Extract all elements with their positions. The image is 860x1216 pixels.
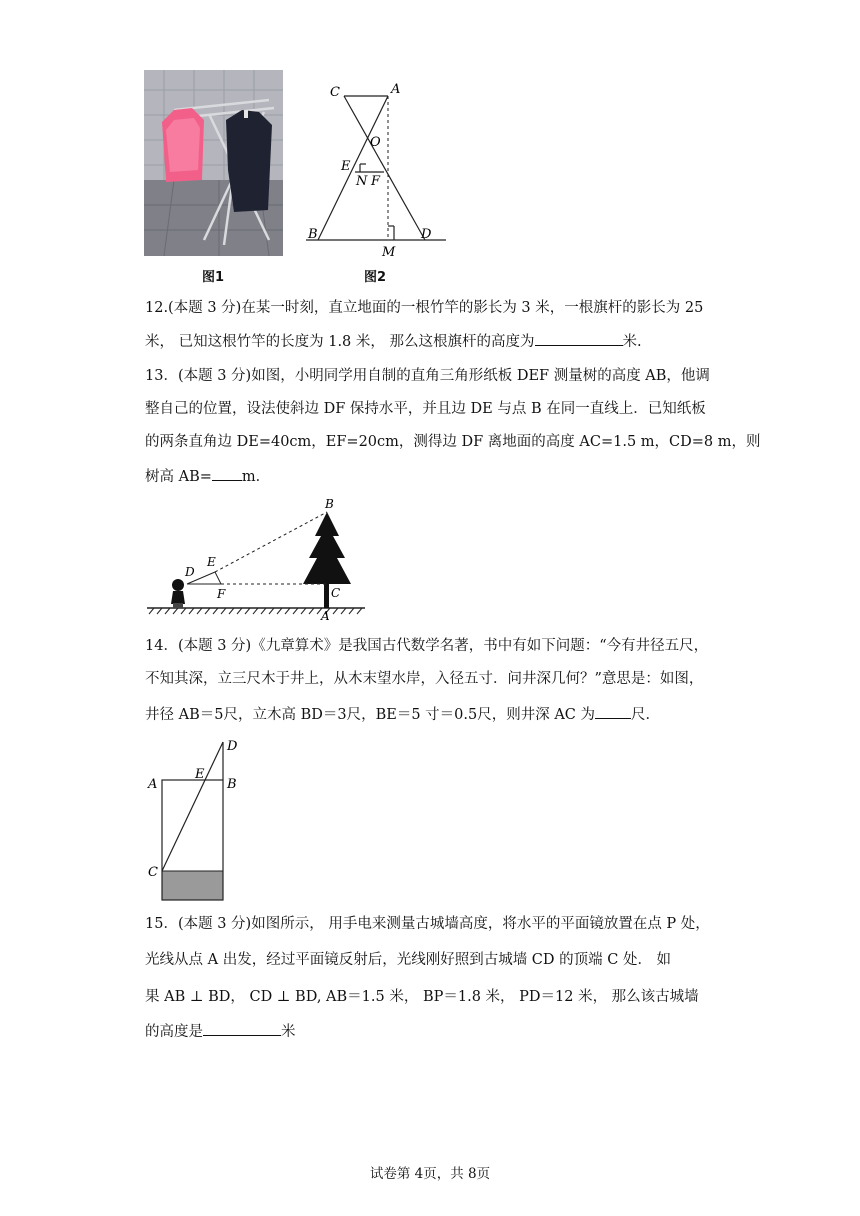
q13-line-2: 整自己的位置，设法使斜边 DF 保持水平，并且边 DE 与点 B 在同一直线上．已知纸板 bbox=[145, 401, 706, 417]
q13-label-B: B bbox=[325, 497, 334, 511]
q14-label-D: D bbox=[227, 739, 238, 754]
q13-label-D: D bbox=[185, 565, 195, 579]
q14-line-3 bbox=[145, 704, 720, 725]
q15-line-3: 果 AB ⊥ BD， CD ⊥ BD, AB＝1.5 米， BP＝1.8 米， PD＝12 米， 那么该古城墙 bbox=[145, 989, 699, 1005]
q13-line-4 bbox=[145, 466, 720, 487]
q14-label-B: B bbox=[227, 777, 237, 792]
q13-line-1: 13．(本题 3 分)如图，小明同学用自制的直角三角形纸板 DEF 测量树的高度 AB，他调 bbox=[145, 368, 710, 384]
q14-line-2: 不知其深，立三尺木于井上，从木末望水岸，入径五寸．问井深几何？”意思是：如图， bbox=[145, 671, 704, 687]
q12-line-2 bbox=[145, 331, 720, 352]
label-C: C bbox=[330, 85, 340, 100]
q14-well-diagram bbox=[145, 734, 255, 904]
q14-line-1: 14．(本题 3 分)《九章算术》是我国古代数学名著，书中有如下问题：“今有井径五尺， bbox=[145, 638, 709, 654]
q13-label-E: E bbox=[207, 555, 216, 569]
q15-line-1: 15．(本题 3 分)如图所示， 用手电来测量古城墙高度，将水平的平面镜放置在点 P 处， bbox=[145, 916, 710, 932]
q13-label-C: C bbox=[331, 586, 341, 600]
q13-unit: m． bbox=[241, 469, 271, 485]
label-B: B bbox=[308, 227, 318, 242]
label-M: M bbox=[382, 245, 396, 260]
q15-line-2: 光线从点 A 出发，经过平面镜反射后，光线刚好照到古城墙 CD 的顶端 C 处． 如 bbox=[145, 952, 672, 968]
q14-line-3-text: 井径 AB＝5尺，立木高 BD＝3尺，BE＝5 寸＝0.5尺，则井深 AC 为 bbox=[145, 707, 595, 723]
q13-label-F: F bbox=[217, 587, 226, 601]
q13-line-4-text: 树高 AB= bbox=[145, 469, 212, 485]
figure-1-caption: 图1 bbox=[202, 270, 225, 285]
page-footer: 试卷第 4页，共 8页 bbox=[369, 1166, 491, 1182]
q12-unit: 米. bbox=[622, 334, 642, 350]
q14-unit: 尺． bbox=[631, 707, 660, 723]
label-O: O bbox=[370, 135, 381, 150]
q15-line-4-text: 的高度是 bbox=[145, 1024, 203, 1040]
q14-label-C: C bbox=[148, 865, 158, 880]
q15-unit: 米 bbox=[281, 1024, 296, 1040]
label-E: E bbox=[341, 159, 351, 174]
label-N: N bbox=[356, 174, 368, 189]
q15-answer-blank[interactable] bbox=[203, 1021, 281, 1036]
q12-answer-blank[interactable] bbox=[535, 331, 623, 346]
label-F: F bbox=[371, 174, 381, 189]
label-D: D bbox=[421, 227, 432, 242]
figure-2-diagram bbox=[300, 76, 450, 262]
q13-label-A: A bbox=[321, 609, 330, 620]
q12-line-2-text: 米， 已知这根竹竿的长度为 1.8 米， 那么这根旗杆的高度为 bbox=[145, 334, 535, 350]
figure-1-photo bbox=[144, 70, 283, 256]
figure-2-caption: 图2 bbox=[364, 270, 387, 285]
q14-answer-blank[interactable] bbox=[595, 704, 631, 719]
label-A: A bbox=[391, 82, 401, 97]
q12-line-1: 12.(本题 3 分)在某一时刻，直立地面的一根竹竿的影长为 3 米，一根旗杆的影长为 25 bbox=[145, 300, 704, 316]
q13-tree-diagram bbox=[145, 496, 370, 620]
q15-line-4 bbox=[145, 1021, 720, 1042]
q13-line-3: 的两条直角边 DE=40cm，EF=20cm，测得边 DF 离地面的高度 AC=1.5 m，CD=8 m，则 bbox=[145, 434, 761, 450]
q14-label-A: A bbox=[148, 777, 158, 792]
q13-answer-blank[interactable] bbox=[212, 466, 242, 481]
q14-label-E: E bbox=[195, 767, 205, 782]
